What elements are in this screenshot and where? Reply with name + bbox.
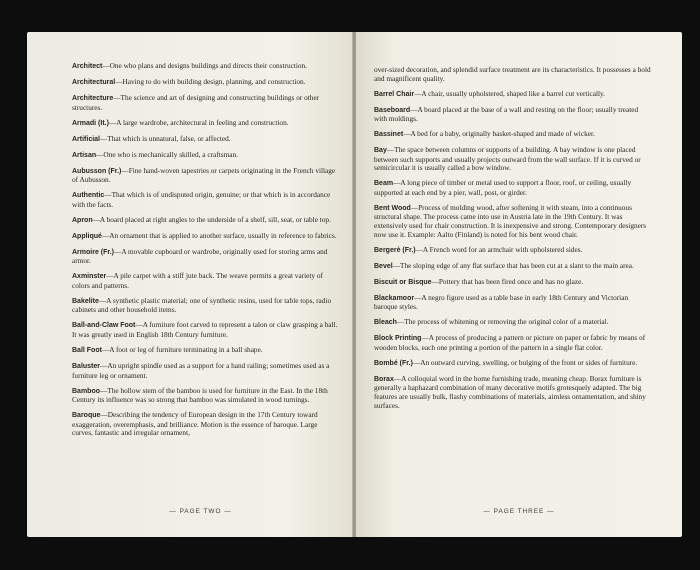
- glossary-definition: A negro figure used as a table base in early 18th Century and Victorian baroque styles.: [374, 292, 629, 312]
- glossary-definition: Having to do with building design, planning, and construction.: [122, 76, 306, 86]
- left-page: [27, 32, 354, 537]
- glossary-entry: [72, 78, 340, 88]
- page-number: — PAGE TWO —: [169, 508, 232, 516]
- dash-separator: —: [396, 317, 405, 327]
- glossary-term: Artisan: [72, 151, 97, 159]
- glossary-definition: A movable cupboard or wardrobe, originally used for storing arms and armor.: [72, 246, 328, 266]
- dash-separator: —: [121, 165, 129, 175]
- dash-separator: —: [403, 129, 411, 139]
- glossary-definition: A bed for a baby, originally basket-shaped and made of wicker.: [410, 129, 595, 139]
- glossary-entry: [72, 297, 340, 315]
- dash-separator: —: [114, 246, 122, 256]
- glossary-entry: [374, 262, 652, 272]
- glossary-term: Artificial: [72, 135, 101, 143]
- glossary-entry: [374, 294, 652, 312]
- dash-separator: —: [115, 76, 123, 86]
- glossary-definition: The sloping edge of any flat surface that has been cut at a slant to the main area.: [399, 260, 634, 270]
- glossary-term: Borax: [374, 375, 394, 383]
- glossary-term: Armadi (It.): [72, 119, 109, 127]
- dash-separator: —: [101, 230, 110, 240]
- glossary-entry: [374, 334, 652, 352]
- glossary-entry: [72, 362, 340, 380]
- glossary-term: Armoire (Fr.): [72, 248, 115, 256]
- glossary-entry: [72, 232, 340, 242]
- glossary-term: Appliqué: [72, 232, 102, 240]
- glossary-term: Block Printing: [374, 335, 422, 343]
- glossary-definition: An ornament that is applied to another surface, usually in reference to fabrics.: [109, 230, 337, 240]
- glossary-list: [72, 62, 340, 438]
- glossary-entry: [374, 179, 652, 197]
- dash-separator: —: [102, 61, 110, 70]
- glossary-term: Aubusson (Fr.): [72, 167, 122, 175]
- glossary-term: Beam: [374, 180, 394, 188]
- glossary-entry: [374, 106, 652, 124]
- dash-separator: —: [106, 271, 114, 281]
- dash-separator: —: [100, 133, 108, 143]
- right-page: [356, 32, 682, 537]
- dash-separator: —: [135, 320, 143, 330]
- dash-separator: —: [100, 360, 108, 370]
- glossary-entry: [374, 90, 652, 100]
- glossary-entry: [374, 246, 652, 256]
- dash-separator: —: [108, 117, 117, 127]
- dash-separator: —: [104, 190, 112, 200]
- dash-separator: —: [414, 88, 422, 98]
- glossary-term: Architecture: [72, 94, 114, 102]
- glossary-term: Bent Wood: [374, 204, 411, 212]
- glossary-entry: [72, 248, 340, 266]
- glossary-entry: [72, 411, 340, 438]
- glossary-definition: Fine hand-woven tapestries or carpets originating in the French village of Aubusson.: [72, 165, 336, 185]
- glossary-entry: [374, 359, 652, 369]
- glossary-entry: [72, 387, 340, 405]
- glossary-term: Bamboo: [72, 387, 100, 395]
- glossary-definition: One who is mechanically skilled, a craftsman.: [103, 149, 238, 159]
- page-number: — PAGE THREE —: [483, 508, 555, 516]
- dash-separator: —: [96, 149, 104, 159]
- glossary-entry: [72, 346, 340, 356]
- glossary-definition: A long piece of timber or metal used to support a floor, roof, or ceiling, usually supported at each end by a pier, wall, post, or girder.: [374, 178, 632, 197]
- glossary-entry: [72, 62, 340, 72]
- glossary-term: Bakelite: [72, 297, 99, 305]
- glossary-definition: A large wardrobe, architectural in feeling and construction.: [116, 117, 289, 127]
- glossary-entry: [72, 151, 340, 161]
- dash-separator: —: [386, 145, 395, 155]
- glossary-list: [374, 90, 652, 411]
- glossary-entry: [72, 321, 340, 339]
- continued-definition: over-sized decoration, and splendid surface treatment are its characteristics. It possesses a bold and magnificent quality.: [374, 65, 651, 83]
- dash-separator: —: [410, 104, 418, 114]
- glossary-term: Bleach: [374, 319, 397, 327]
- dash-separator: —: [92, 214, 100, 224]
- glossary-term: Architectural: [72, 78, 116, 86]
- glossary-term: Ball-and-Claw Foot: [72, 322, 136, 330]
- glossary-definition: A foot or leg of furniture terminating in a ball shape.: [109, 344, 263, 354]
- dash-separator: —: [414, 292, 422, 302]
- dash-separator: —: [431, 276, 439, 286]
- glossary-definition: An outward curving, swelling, or bulging of the front or sides of furniture.: [420, 357, 638, 367]
- glossary-definition: That which is of undisputed origin, genuine; or that which is in accordance with the facts.: [72, 190, 331, 209]
- glossary-definition: An upright spindle used as a support for a hand railing; sometimes used as a furniture leg or ornament.: [72, 360, 330, 380]
- glossary-definition: A synthetic plastic material; one of synthetic resins, used for table tops, radio cabinets and other household items.: [72, 295, 332, 315]
- glossary-definition: The space between columns or supports of a building. A bay window is one placed between such supports and usually projects outward from the wall surface. If it is curved or semicircular it is usually called a bow window.: [374, 145, 641, 173]
- glossary-definition: The science and art of designing and constructing buildings or other structures.: [72, 92, 320, 112]
- dash-separator: —: [412, 357, 421, 367]
- glossary-definition: Pottery that has been fired once and has no glaze.: [438, 276, 584, 286]
- glossary-entry: [72, 135, 340, 145]
- glossary-definition: One who plans and designs buildings and directs their construction.: [109, 61, 308, 70]
- glossary-term: Baroque: [72, 412, 101, 420]
- glossary-definition: A process of producing a pattern or picture on paper or fabric by means of wooden blocks, each one printing a portion of the pattern in a single flat color.: [374, 333, 646, 352]
- glossary-entry: [72, 191, 340, 209]
- glossary-definition: A board placed at the base of a wall and resting on the floor; usually treated with moldings.: [374, 104, 639, 124]
- glossary-term: Barrel Chair: [374, 90, 415, 98]
- glossary-term: Biscuit or Bisque: [374, 278, 432, 286]
- glossary-entry: [374, 318, 652, 328]
- dash-separator: —: [100, 410, 108, 420]
- glossary-entry: [72, 94, 340, 112]
- dash-separator: —: [410, 202, 419, 212]
- glossary-term: Bassinet: [374, 131, 404, 139]
- glossary-entry: [72, 119, 340, 129]
- glossary-definition: A French word for an armchair with upholstered sides.: [422, 244, 583, 254]
- glossary-entry: [374, 375, 652, 410]
- glossary-definition: A colloquial word in the home furnishing trade, meaning cheap. Borax furniture is generally a haphazard combination of many decorative motifs grotesquely adapted. The big features are usually bulk, flashy combinations of materials, aimless ornamentation, and shiny surfaces.: [374, 373, 646, 410]
- dash-separator: —: [393, 178, 401, 188]
- dash-separator: —: [393, 373, 402, 383]
- glossary-term: Bergerè (Fr.): [374, 246, 416, 254]
- glossary-term: Apron: [72, 216, 93, 224]
- glossary-definition: The process of whitening or removing the original color of a material.: [404, 317, 609, 327]
- glossary-definition: That which is unnatural, false, or affected.: [107, 133, 231, 143]
- glossary-term: Bevel: [374, 262, 393, 270]
- dash-separator: —: [415, 244, 423, 254]
- glossary-definition: A chair, usually upholstered, shaped like a barrel cut vertically.: [421, 88, 605, 98]
- glossary-definition: The hollow stem of the bamboo is used for furniture in the East. In the 18th Century its influence was so strong that bamboo was simulated in wood turnings.: [72, 385, 328, 405]
- glossary-definition: Process of molding wood, after softening it with steam, into a continuous structural shape. The process came into use in Austria late in the 19th Century. It was extensively used for chair construction. It is inexpensive and strong. Contemporary designers now use it. Example: Aalto (Finland) is noted for his bent wood chair.: [374, 202, 647, 239]
- glossary-definition: Describing the tendency of European design in the 17th Century toward exaggeration, overemphasis, and brilliance. Motion is the essence of baroque. Large curves, fantastic and irregular ornament,: [72, 410, 318, 438]
- glossary-entry: [72, 272, 340, 290]
- glossary-term: Ball Foot: [72, 346, 102, 354]
- glossary-term: Axminster: [72, 273, 107, 281]
- glossary-entry: [72, 167, 340, 185]
- glossary-entry: [374, 204, 652, 239]
- dash-separator: —: [113, 92, 121, 102]
- glossary-term: Baluster: [72, 362, 101, 370]
- glossary-definition: A furniture foot carved to represent a talon or claw grasping a ball. It was greatly used in English 18th Century furniture.: [72, 320, 338, 339]
- glossary-definition: A board placed at right angles to the underside of a shelf, sill, seat, or table top.: [99, 214, 331, 224]
- glossary-term: Blackamoor: [374, 294, 415, 302]
- glossary-term: Architect: [72, 63, 103, 70]
- glossary-definition: A pile carpet with a stiff jute back. The weave permits a great variety of colors and patterns.: [72, 271, 323, 290]
- dash-separator: —: [98, 295, 107, 305]
- glossary-entry: [72, 216, 340, 226]
- glossary-entry: [374, 146, 652, 173]
- glossary-term: Baseboard: [374, 106, 411, 114]
- dash-separator: —: [100, 385, 108, 395]
- glossary-term: Bombé (Fr.): [374, 359, 413, 367]
- dash-separator: —: [421, 333, 429, 343]
- glossary-term: Authentic: [72, 192, 105, 200]
- dash-separator: —: [392, 260, 400, 270]
- dash-separator: —: [101, 344, 110, 354]
- glossary-term: Bay: [374, 147, 387, 155]
- glossary-entry: [374, 130, 652, 140]
- glossary-entry: [374, 278, 652, 288]
